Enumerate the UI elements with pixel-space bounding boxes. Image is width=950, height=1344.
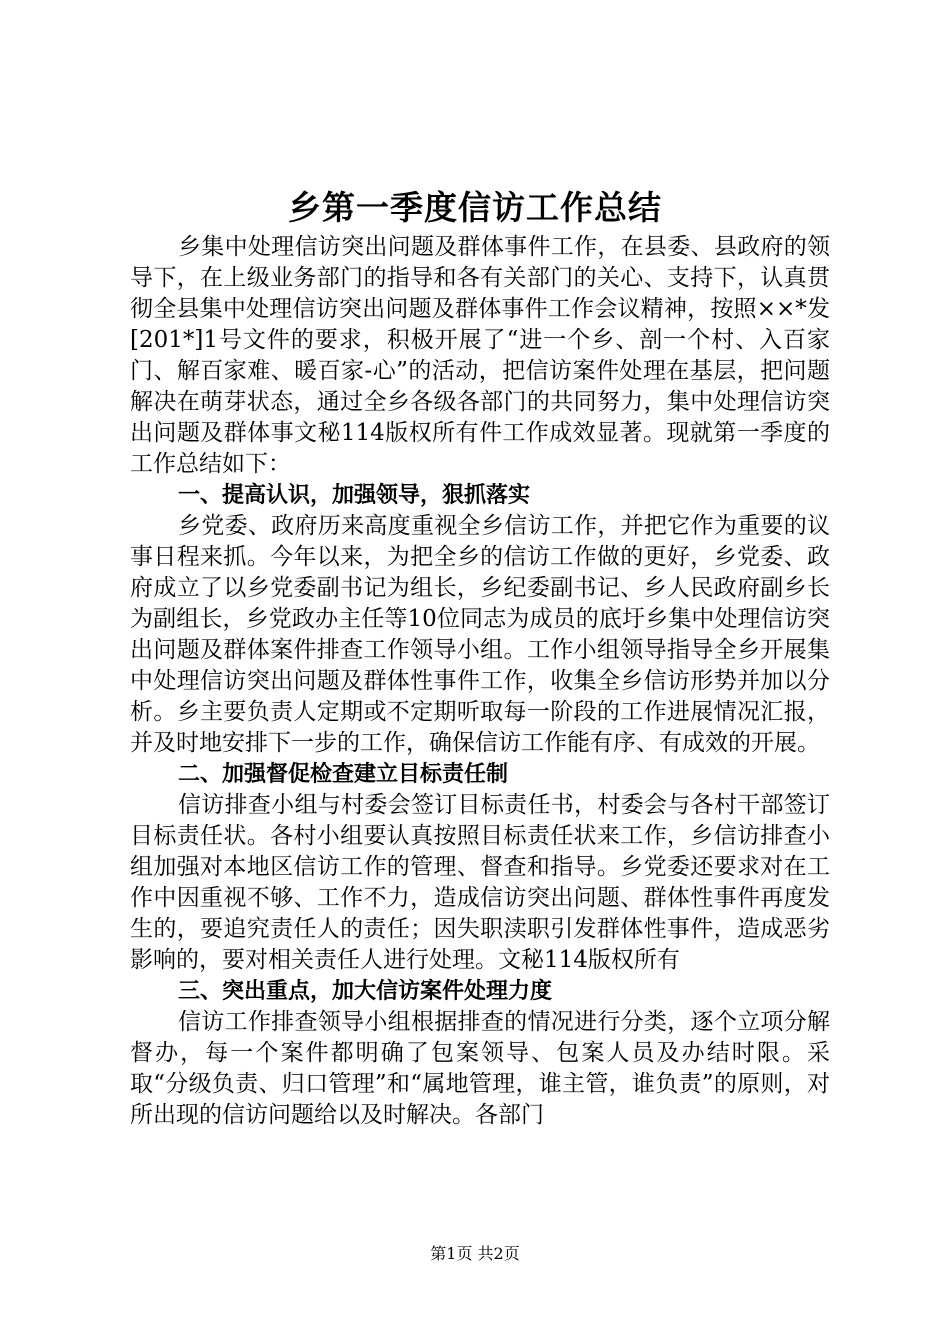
section-heading-2: 二、加强督促检查建立目标责任制 xyxy=(178,762,509,787)
section-heading-3: 三、突出重点，加大信访案件处理力度 xyxy=(178,979,553,1004)
intro-paragraph: 乡集中处理信访突出问题及群体事件工作，在县委、县政府的领导下，在上级业务部门的指导和各有关部门的关心、支持下，认真贯彻全县集中处理信访突出问题及群体事件工作会议精神，按照××*发[201*]1号文件的要求，积极开展了“进一个乡、剖一个村、入百家门、解百家难、暖百家-心”的活动，把信访案件处理在基层，把问题解决在萌芽状态，通过全乡各级各部门的共同努力，集中处理信访突出问题及群体事文秘114版权所有件工作成效显著。现就第一季度的工作总结如下： xyxy=(130,234,830,477)
page-footer: 第1页 共2页 xyxy=(430,1244,520,1263)
section-1-paragraph: 乡党委、政府历来高度重视全乡信访工作，并把它作为重要的议事日程来抓。今年以来，为把全乡的信访工作做的更好，乡党委、政府成立了以乡党委副书记为组长，乡纪委副书记、乡人民政府副乡长为副组长，乡党政办主任等10位同志为成员的底圩乡集中处理信访突出问题及群体案件排查工作领导小组。工作小组领导指导全乡开展集中处理信访突出问题及群体性事件工作，收集全乡信访形势并加以分析。乡主要负责人定期或不定期听取每一阶段的工作进展情况汇报，并及时地安排下一步的工作，确保信访工作能有序、有成效的开展。 xyxy=(130,513,830,756)
section-3-paragraph: 信访工作排查领导小组根据排查的情况进行分类，逐个立项分解督办，每一个案件都明确了包案领导、包案人员及办结时限。采取“分级负责、归口管理”和“属地管理，谁主管，谁负责”的原则，对所出现的信访问题给以及时解决。各部门 xyxy=(130,1009,830,1128)
section-heading-1: 一、提高认识，加强领导，狠抓落实 xyxy=(178,483,531,508)
section-2-paragraph: 信访排查小组与村委会签订目标责任书，村委会与各村干部签订目标责任状。各村小组要认真按照目标责任状来工作，乡信访排查小组加强对本地区信访工作的管理、督查和指导。乡党委还要求对在工作中因重视不够、工作不力，造成信访突出问题、群体性事件再度发生的，要追究责任人的责任；因失职渎职引发群体性事件，造成恶劣影响的，要对相关责任人进行处理。文秘114版权所有 xyxy=(130,792,830,973)
document-title: 乡第一季度信访工作总结 xyxy=(288,188,662,227)
document-body xyxy=(130,232,830,1131)
